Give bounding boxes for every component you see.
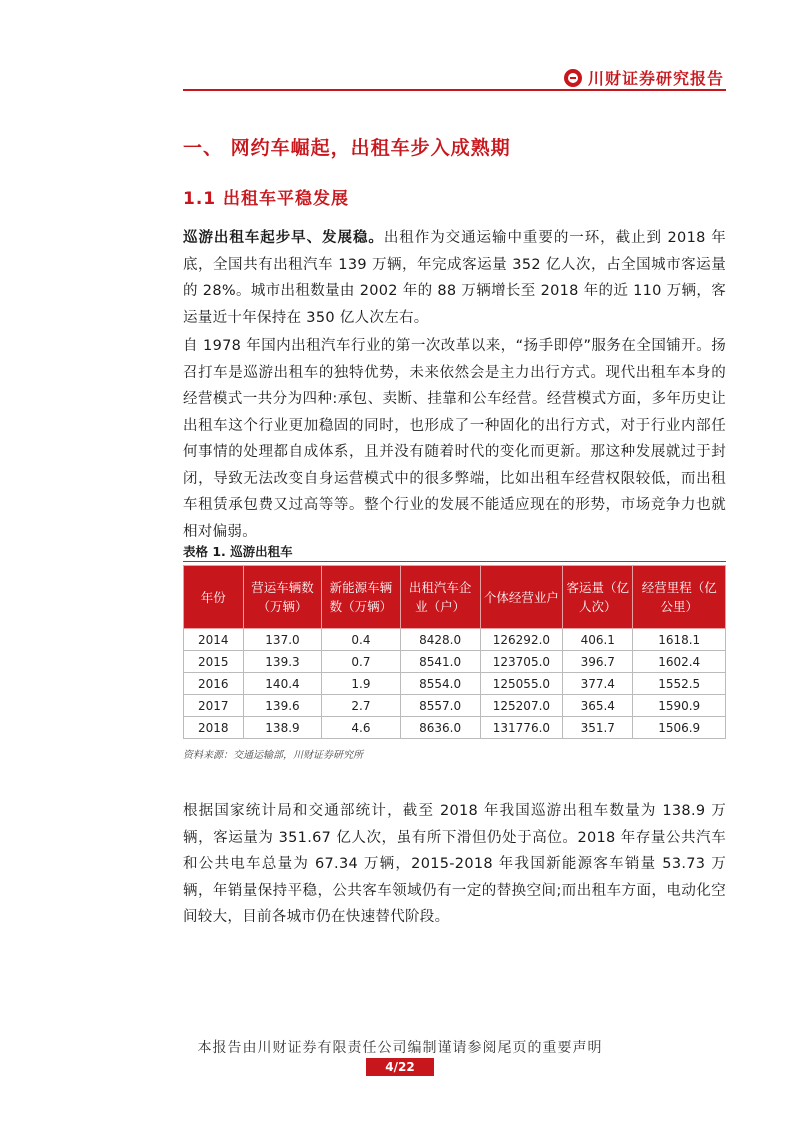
page-header (183, 64, 726, 94)
table-cell: 1506.9 (633, 717, 726, 739)
table-cell: 1552.5 (633, 673, 726, 695)
table-cell: 4.6 (322, 717, 400, 739)
table-cell: 8541.0 (400, 651, 480, 673)
table-cell: 125055.0 (480, 673, 562, 695)
table-cell: 8428.0 (400, 629, 480, 651)
table-cell: 1602.4 (633, 651, 726, 673)
section-heading: 一、 网约车崛起，出租车步入成熟期 (183, 137, 511, 159)
table-cell: 126292.0 (480, 629, 562, 651)
col-header: 出租汽车企业（户） (400, 566, 480, 629)
chuancai-logo-icon (564, 69, 582, 87)
table-cell: 125207.0 (480, 695, 562, 717)
table-row (184, 629, 726, 651)
col-header: 经营里程（亿公里） (633, 566, 726, 629)
col-header: 个体经营业户 (480, 566, 562, 629)
table-cell: 377.4 (563, 673, 633, 695)
paragraph-2: 自 1978 年国内出租汽车行业的第一次改革以来，“扬手即停”服务在全国铺开。扬召打车是巡游出租车的独特优势，未来依然会是主力出行方式。现代出租车本身的经营模式一共分为四种:承包、卖断、挂靠和公车经营。经营模式方面，多年历史让出租车这个行业更加稳固的同时，也形成了一种固化的出行方式，对于行业内部任何事情的处理都自成体系，且并没有随着时代的变化而更新。那这种发展就过于封闭，导致无法改变自身运营模式中的很多弊端，比如出租车经营权限较低，而出租车租赁承包费又过高等等。整个行业的发展不能适应现在的形势，市场竞争力也就相对偏弱。 (183, 338, 726, 540)
table-cell: 2017 (184, 695, 244, 717)
table-cell: 0.4 (322, 629, 400, 651)
table-row (184, 651, 726, 673)
table-header-row (184, 566, 726, 629)
table-row (184, 673, 726, 695)
col-header: 客运量（亿人次） (563, 566, 633, 629)
table-cell: 8554.0 (400, 673, 480, 695)
table-cell: 2.7 (322, 695, 400, 717)
table-cell: 1618.1 (633, 629, 726, 651)
table-cell: 139.3 (243, 651, 322, 673)
table-caption: 表格 1. 巡游出租车 (183, 544, 293, 559)
table-cell: 139.6 (243, 695, 322, 717)
table-top-rule (183, 561, 726, 562)
footer-notice: 本报告由川财证券有限责任公司编制谨请参阅尾页的重要声明 (197, 1040, 603, 1056)
brand-name: 川财证券研究报告 (587, 69, 724, 88)
table-cell: 2016 (184, 673, 244, 695)
table-cell: 138.9 (243, 717, 322, 739)
table-row (184, 717, 726, 739)
paragraph-3: 根据国家统计局和交通部统计，截至 2018 年我国巡游出租车数量为 138.9 万辆，客运量为 351.67 亿人次，虽有所下滑但仍处于高位。2018 年存量公共汽车和公共电车总量为 67.34 万辆，2015-2018 年我国新能源客车销量 53.73 万辆，年销量保持平稳，公共客车领域仍有一定的替换空间;而出租车方面，电动化空间较大，目前各城市仍在快速替代阶段。 (183, 803, 726, 925)
table-cell: 137.0 (243, 629, 322, 651)
table-cell: 8636.0 (400, 717, 480, 739)
table-cell: 131776.0 (480, 717, 562, 739)
col-header: 新能源车辆数（万辆） (322, 566, 400, 629)
table-cell: 8557.0 (400, 695, 480, 717)
paragraph-body: 出租作为交通运输中重要的一环，截止到 2018 年底，全国共有出租汽车 139 万辆，年完成客运量 352 亿人次，占全国城市客运量的 28%。城市出租数量由 2002 年的 88 万辆增长至 2018 年的近 110 万辆，客运量近十年保持在 350 亿人次左右。 (183, 230, 726, 326)
col-header: 营运车辆数（万辆） (243, 566, 322, 629)
brand (564, 66, 724, 89)
table-cell: 2014 (184, 629, 244, 651)
table-cell: 2018 (184, 717, 244, 739)
header-divider (183, 89, 726, 91)
table-cell: 2015 (184, 651, 244, 673)
paragraph-1 (183, 225, 726, 331)
paragraph-lead: 巡游出租车起步早、发展稳。 (183, 230, 384, 246)
subsection-heading: 1.1 出租车平稳发展 (183, 189, 350, 209)
table-cell: 1590.9 (633, 695, 726, 717)
page-number: 4/22 (366, 1058, 434, 1076)
table-cell: 365.4 (563, 695, 633, 717)
table-cell: 1.9 (322, 673, 400, 695)
table-cell: 0.7 (322, 651, 400, 673)
table-row (184, 695, 726, 717)
data-table (183, 565, 726, 739)
table-cell: 123705.0 (480, 651, 562, 673)
table-cell: 351.7 (563, 717, 633, 739)
table-cell: 396.7 (563, 651, 633, 673)
col-header: 年份 (184, 566, 244, 629)
table-source: 资料来源：交通运输部，川财证券研究所 (183, 750, 363, 761)
table-cell: 406.1 (563, 629, 633, 651)
table-cell: 140.4 (243, 673, 322, 695)
